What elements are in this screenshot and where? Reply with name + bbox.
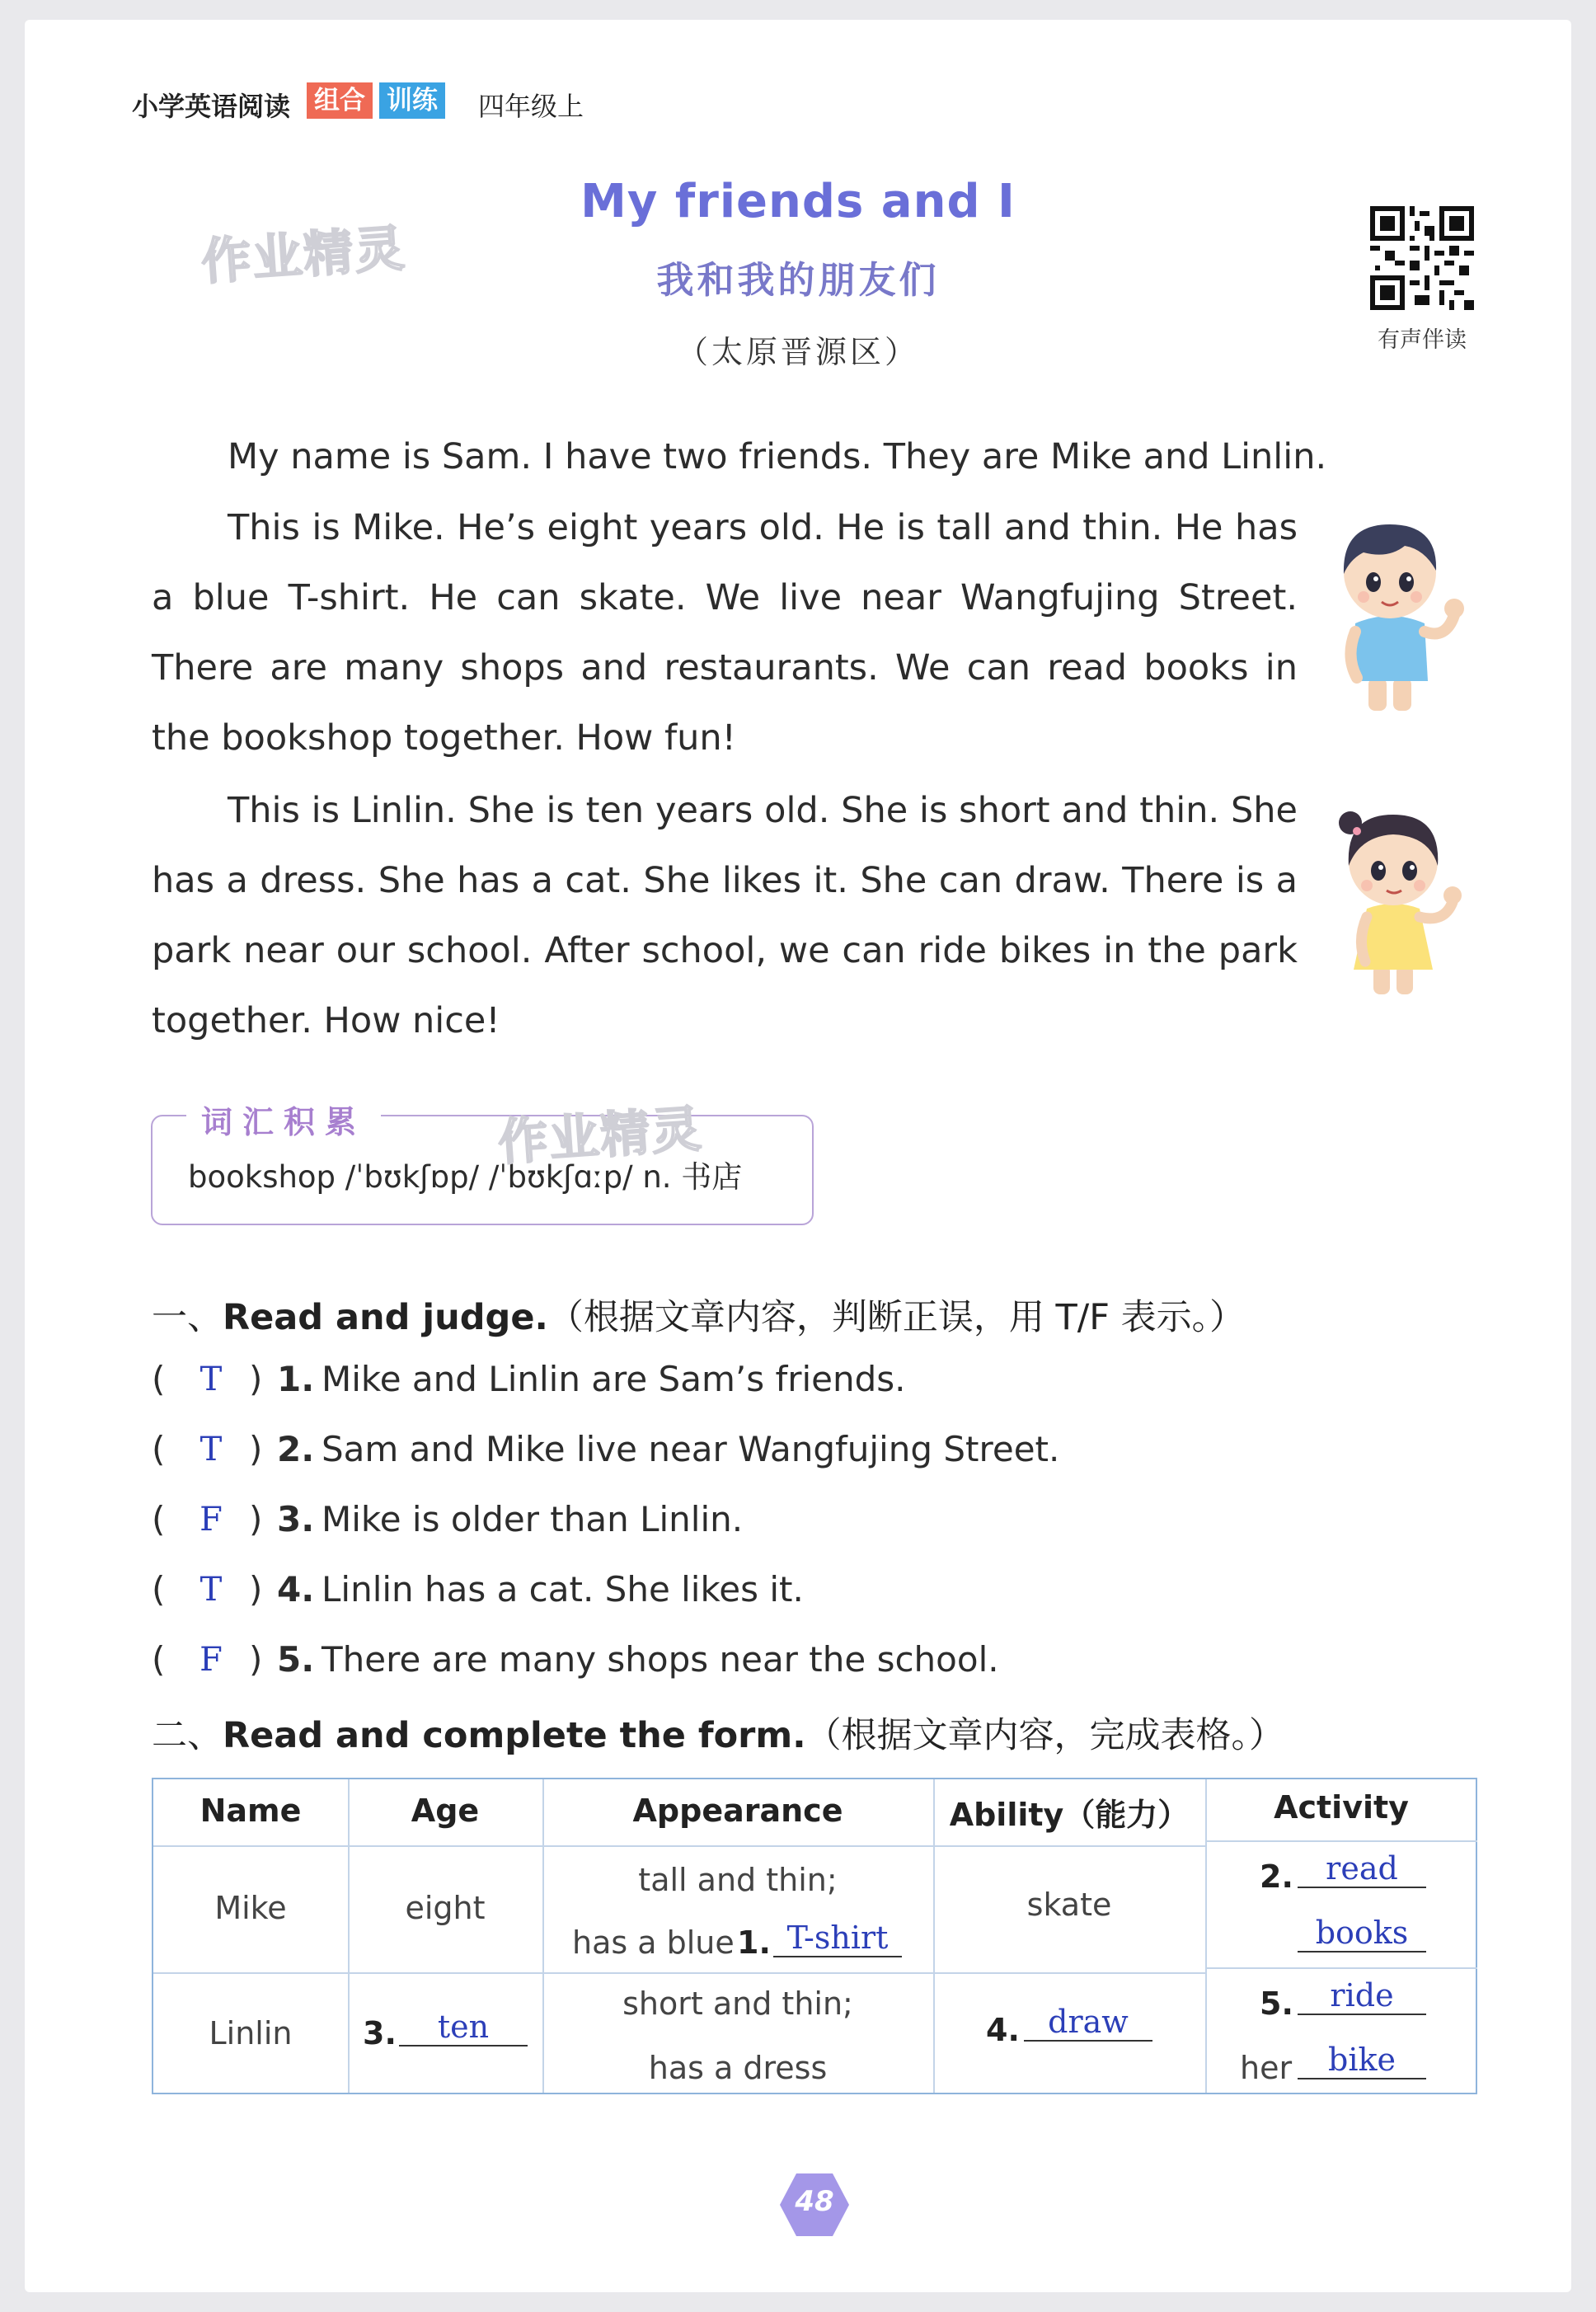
passage-title: My friends and I <box>580 175 1016 228</box>
linlin-appearance-line-2: has a dress <box>648 2050 828 2086</box>
blank-4-answer[interactable]: draw <box>1024 2004 1152 2042</box>
question-number: 5. <box>277 1639 315 1680</box>
judge-answer[interactable]: F <box>200 1501 223 1539</box>
header-activity: Activity <box>1274 1789 1409 1826</box>
vocabulary-title: 词汇积累 <box>186 1097 381 1142</box>
blank-5-number: 5. <box>1260 1985 1293 2022</box>
mike-age: eight <box>405 1890 486 1926</box>
grade-label: 四年级上 <box>478 91 584 122</box>
question-text: Mike is older than Linlin. <box>322 1499 744 1539</box>
blank-4-number: 4. <box>986 2012 1020 2048</box>
qr-code-icon[interactable] <box>1370 206 1474 310</box>
mike-appearance-line-2: has a blue <box>572 1924 735 1961</box>
passage-paragraph-1: My name is Sam. I have two friends. They are Mike and Linlin. <box>228 436 1327 477</box>
section-1-prefix: 一、 <box>152 1297 223 1338</box>
mike-ability: skate <box>1026 1887 1112 1923</box>
header-appearance: Appearance <box>632 1793 843 1829</box>
series-tag-a: 组合 <box>307 82 373 119</box>
blank-3-answer[interactable]: ten <box>399 2009 528 2046</box>
section-1-instruction: （根据文章内容，判断正误，用 T/F 表示。） <box>547 1297 1246 1338</box>
passage-paragraph-3: This is Linlin. She is ten years old. She is short and thin. She has a dress. She has a cat. She likes it. She can draw. There is a park near our school. After school, we can ride bikes in the park together. How nice! <box>152 790 1298 1041</box>
question-number: 2. <box>277 1429 315 1469</box>
section-1-header <box>152 1290 1245 1340</box>
passage-paragraph-2: This is Mike. He’s eight years old. He is tall and thin. He has a blue T-shirt. He can skate. We live near Wangfujing Street. There are many shops and restaurants. We can read books in the bookshop together. How fun! <box>152 507 1298 759</box>
linlin-appearance-line-1: short and thin; <box>622 1985 853 2022</box>
blank-5-answer-a[interactable]: ride <box>1298 1977 1426 2015</box>
blank-1-number: 1. <box>737 1924 771 1961</box>
section-2-title: Read and complete the form. <box>223 1715 806 1756</box>
question-text: Linlin has a cat. She likes it. <box>322 1569 804 1609</box>
passage-source: （太原晋源区） <box>676 334 919 370</box>
question-text: Mike and Linlin are Sam’s friends. <box>322 1359 906 1399</box>
her-label: her <box>1240 2050 1293 2086</box>
vocabulary-entry: bookshop /ˈbʊkʃɒp/ /ˈbʊkʃɑːp/ n. 书店 <box>188 1159 743 1195</box>
blank-3-number: 3. <box>363 2015 397 2051</box>
watermark-logo: 作业精灵 <box>200 219 408 292</box>
question-text: There are many shops near the school. <box>322 1639 999 1680</box>
judge-answer[interactable]: T <box>200 1360 223 1398</box>
blank-2-answer-b[interactable]: books <box>1298 1915 1426 1953</box>
blank-5-answer-b[interactable]: bike <box>1298 2042 1426 2079</box>
info-form-table <box>152 1778 1477 2094</box>
boy-illustration <box>1322 516 1471 722</box>
section-2-instruction: （根据文章内容，完成表格。） <box>805 1715 1285 1756</box>
audio-reading-label: 有声伴读 <box>1378 327 1467 353</box>
section-2-header <box>152 1708 1284 1758</box>
blank-1-answer[interactable]: T-shirt <box>773 1920 902 1957</box>
blank-2-answer-a[interactable]: read <box>1298 1850 1426 1888</box>
question-number: 1. <box>277 1359 315 1399</box>
question-number: 4. <box>277 1569 315 1609</box>
judge-answer[interactable]: T <box>200 1571 223 1609</box>
passage-title-chinese: 我和我的朋友们 <box>656 258 940 302</box>
blank-2-number: 2. <box>1260 1859 1293 1895</box>
linlin-name: Linlin <box>209 2015 293 2051</box>
section-1-title: Read and judge. <box>223 1297 548 1338</box>
girl-illustration <box>1324 800 1472 1006</box>
section-2-prefix: 二、 <box>152 1715 223 1756</box>
mike-appearance-line-1: tall and thin; <box>638 1862 838 1898</box>
question-text: Sam and Mike live near Wangfujing Street. <box>322 1429 1060 1469</box>
page-number: 48 <box>795 2185 834 2218</box>
header-name: Name <box>200 1793 302 1829</box>
header-ability: Ability（能力） <box>949 1797 1190 1833</box>
header-age: Age <box>411 1793 480 1829</box>
judge-answer[interactable]: F <box>200 1641 223 1679</box>
watermark-logo: 作业精灵 <box>496 1100 705 1172</box>
mike-name: Mike <box>214 1890 287 1926</box>
series-title: 小学英语阅读 <box>132 91 291 122</box>
question-number: 3. <box>277 1499 315 1539</box>
series-tag-b: 训练 <box>379 82 445 119</box>
judge-answer[interactable]: T <box>200 1431 223 1468</box>
